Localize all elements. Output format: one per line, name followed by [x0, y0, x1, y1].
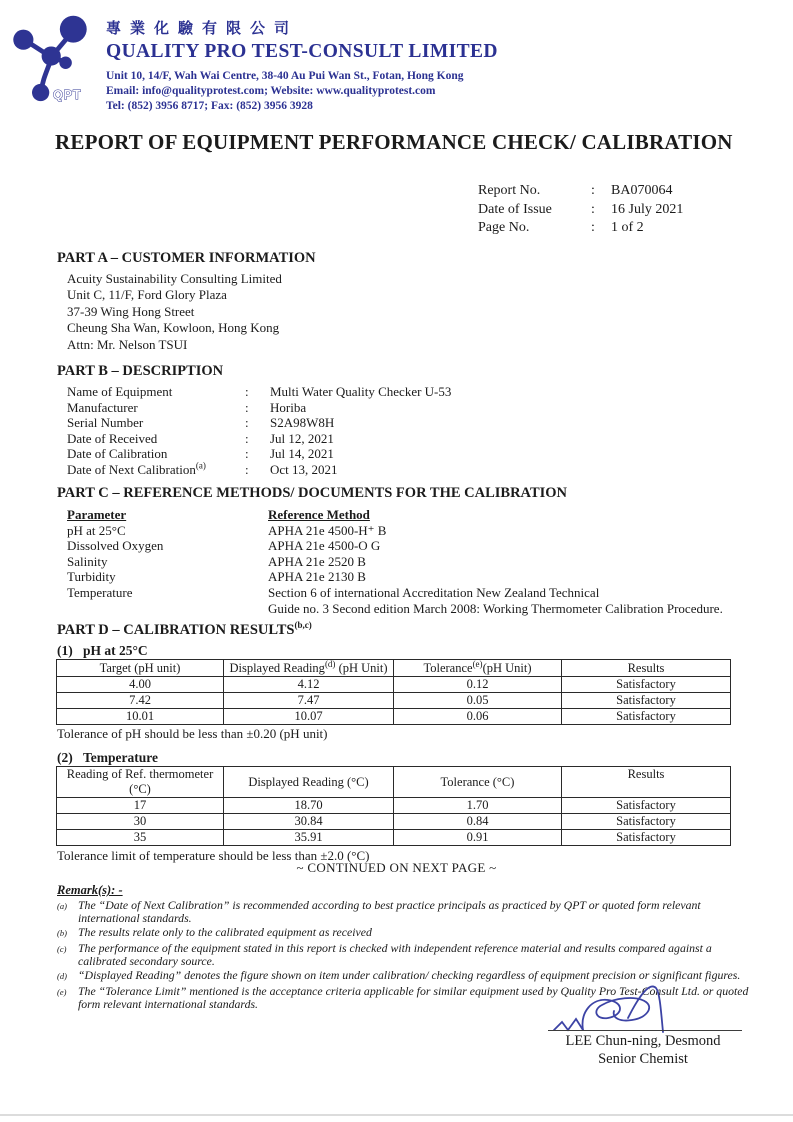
customer-attn: Attn: Mr. Nelson TSUI	[67, 336, 188, 352]
temp-result: Satisfactory	[562, 814, 731, 830]
section2-label: Temperature	[83, 750, 158, 765]
equipment-name-label: Name of Equipment	[67, 384, 173, 399]
table-row	[57, 814, 731, 830]
manufacturer-value: Horiba	[270, 399, 307, 415]
reference-method-row	[67, 569, 723, 585]
colon: :	[245, 461, 249, 477]
temp-displayed-value: 30.84	[224, 814, 394, 830]
temp-results-header: Results	[562, 767, 731, 798]
ref-thermometer-value: 35	[57, 830, 224, 846]
manufacturer-label: Manufacturer	[67, 399, 138, 415]
part-b-heading: PART B – DESCRIPTION	[57, 363, 224, 379]
ph-target-header	[57, 660, 224, 677]
ph-target-value: 7.42	[57, 693, 224, 709]
reference-method-row	[67, 538, 723, 554]
company-email-website: Email: info@qualityprotest.com; Website: www.qualityprotest.com	[106, 85, 436, 98]
colon: :	[245, 384, 249, 399]
remark-text: The “Date of Next Calibration” is recommended according to best practice principals as practiced by QPT or quoted form relevant international standards.	[78, 897, 701, 926]
remark-marker: (d)	[57, 971, 67, 982]
date-next-calibration-value: Oct 13, 2021	[270, 461, 338, 477]
reference-method-row	[67, 523, 723, 539]
table-row	[57, 693, 731, 709]
page-bottom-edge	[0, 1114, 793, 1116]
company-name-english: QUALITY PRO TEST-CONSULT LIMITED	[106, 41, 498, 62]
report-number-value: BA070064	[611, 183, 673, 198]
page-number-label: Page No.	[478, 220, 530, 235]
date-calibration-row	[67, 446, 451, 462]
footnote-marker-e: (e)	[472, 658, 483, 669]
header-text: (°C)	[129, 782, 151, 796]
ph-tolerance-value: 0.05	[394, 693, 562, 709]
customer-address-line2: 37-39 Wing Hong Street	[67, 303, 195, 319]
parameter-salinity: Salinity	[67, 553, 108, 569]
colon: :	[245, 446, 249, 462]
reference-method-row	[67, 585, 723, 601]
temp-displayed-value: 35.91	[224, 830, 394, 846]
part-a-section	[57, 250, 316, 353]
part-a-heading: PART A – CUSTOMER INFORMATION	[57, 250, 316, 266]
temperature-calibration-table	[56, 766, 731, 846]
ph-calibration-table	[56, 659, 731, 725]
serial-number-label: Serial Number	[67, 415, 144, 431]
header-text: Displayed Reading	[229, 660, 325, 675]
ph-displayed-value: 10.07	[224, 709, 394, 725]
table-row	[57, 798, 731, 814]
method-temperature-line1: Section 6 of international Accreditation New Zealand Technical	[268, 584, 600, 600]
header-text: Target (pH unit)	[99, 660, 181, 675]
page-number-row	[478, 219, 683, 238]
colon: :	[245, 399, 249, 415]
footnote-marker-a: (a)	[195, 460, 206, 471]
section1-subheading	[57, 643, 148, 659]
equipment-description	[67, 384, 451, 478]
footnote-marker-bc: (b,c)	[294, 620, 312, 631]
date-received-label: Date of Received	[67, 430, 158, 446]
remarks-heading: Remark(s): -	[57, 883, 123, 897]
table-row	[57, 677, 731, 693]
temp-tolerance-value: 0.84	[394, 814, 562, 830]
reference-methods-list	[67, 507, 723, 616]
header-text: Tolerance	[423, 660, 473, 675]
company-address: Unit 10, 14/F, Wah Wai Centre, 38-40 Au Pui Wan St., Fotan, Hong Kong	[106, 70, 464, 82]
part-c-section	[57, 485, 723, 616]
ph-tolerance-value: 0.06	[394, 709, 562, 725]
parameter-turbidity: Turbidity	[67, 569, 116, 585]
ph-result: Satisfactory	[562, 709, 731, 725]
method-do: APHA 21e 4500-O G	[268, 538, 381, 554]
customer-address-line1: Unit C, 11/F, Ford Glory Plaza	[67, 287, 227, 303]
date-of-issue-value: 16 July 2021	[611, 201, 684, 217]
customer-info	[67, 271, 316, 353]
reference-method-column-header: Reference Method	[268, 507, 370, 522]
header-text: (pH Unit)	[335, 660, 388, 675]
method-temperature-line2: Guide no. 3 Second edition March 2008: Working Thermometer Calibration Procedure.	[268, 600, 723, 616]
continued-on-next-page: ~ CONTINUED ON NEXT PAGE ~	[296, 860, 497, 875]
ref-thermometer-header	[57, 767, 224, 798]
temp-tolerance-value: 1.70	[394, 798, 562, 814]
table-row	[57, 709, 731, 725]
ph-result: Satisfactory	[562, 693, 731, 709]
parameter-column-header: Parameter	[67, 507, 127, 522]
remark-item	[57, 926, 757, 941]
remark-marker: (a)	[57, 900, 67, 911]
reference-methods-header-row	[67, 507, 723, 523]
ph-table-header-row	[57, 660, 731, 677]
reference-method-row	[67, 554, 723, 570]
ph-displayed-value: 7.47	[224, 693, 394, 709]
ref-thermometer-value: 30	[57, 814, 224, 830]
equipment-name-value: Multi Water Quality Checker U-53	[270, 384, 452, 399]
temp-tolerance-value: 0.91	[394, 830, 562, 846]
temp-result: Satisfactory	[562, 798, 731, 814]
qpt-molecule-logo	[8, 8, 104, 106]
equipment-name-row	[67, 384, 451, 400]
footnote-marker-d: (d)	[324, 658, 336, 669]
remark-item	[57, 899, 757, 926]
company-name-chinese: 專業化驗有限公司	[106, 21, 299, 37]
ph-target-value: 10.01	[57, 709, 224, 725]
report-number-label: Report No.	[478, 183, 541, 198]
header-text: Reading of Ref. thermometer	[66, 767, 214, 781]
ph-displayed-reading-header	[224, 660, 394, 677]
section1-number: (1)	[57, 643, 73, 658]
ph-results-header	[562, 660, 731, 677]
letterhead	[106, 17, 498, 115]
section1-label: pH at 25°C	[83, 643, 148, 658]
part-d-heading-text: PART D – CALIBRATION RESULTS	[57, 622, 295, 638]
ph-tolerance-header	[394, 660, 562, 677]
method-salinity: APHA 21e 2520 B	[268, 553, 366, 569]
parameter-do: Dissolved Oxygen	[67, 538, 164, 554]
ph-tolerance-note: Tolerance of pH should be less than ±0.20 (pH unit)	[57, 726, 328, 741]
document-title: REPORT OF EQUIPMENT PERFORMANCE CHECK/ CALIBRATION	[55, 130, 733, 154]
serial-number-value: S2A98W8H	[270, 415, 335, 431]
parameter-ph: pH at 25°C	[67, 522, 126, 538]
ph-tolerance-value: 0.12	[394, 677, 562, 693]
section2-subheading	[57, 750, 158, 766]
colon: :	[591, 201, 595, 217]
date-calibration-label: Date of Calibration	[67, 446, 168, 462]
remark-text: The performance of the equipment stated in this report is checked with independent reference material and results compared against a calibrated secondary source.	[78, 940, 712, 969]
ph-result: Satisfactory	[562, 677, 731, 693]
colon: :	[245, 415, 249, 431]
table-row	[57, 830, 731, 846]
remark-marker: (e)	[57, 986, 67, 997]
ph-target-value: 4.00	[57, 677, 224, 693]
temp-displayed-value: 18.70	[224, 798, 394, 814]
temp-displayed-reading-header: Displayed Reading (°C)	[224, 767, 394, 798]
date-of-issue-label: Date of Issue	[478, 201, 552, 217]
remark-marker: (c)	[57, 943, 67, 954]
serial-number-row	[67, 415, 451, 431]
section2-number: (2)	[57, 750, 73, 765]
customer-name: Acuity Sustainability Consulting Limited	[67, 271, 282, 286]
temperature-table-header-row	[57, 767, 731, 798]
header-text: (pH Unit)	[482, 660, 532, 675]
signatory-name: LEE Chun-ning, Desmond	[565, 1033, 721, 1049]
report-info	[478, 182, 683, 238]
signatory-title: Senior Chemist	[598, 1051, 688, 1067]
date-next-calibration-row	[67, 462, 451, 478]
date-next-calibration-label: Date of Next Calibration	[67, 461, 196, 477]
manufacturer-row	[67, 400, 451, 416]
temperature-tolerance-note: Tolerance limit of temperature should be less than ±2.0 (°C)	[57, 848, 370, 863]
parameter-temperature: Temperature	[67, 584, 133, 600]
part-c-heading: PART C – REFERENCE METHODS/ DOCUMENTS FOR THE CALIBRATION	[57, 485, 568, 501]
ph-displayed-value: 4.12	[224, 677, 394, 693]
remark-marker: (b)	[57, 928, 67, 939]
customer-address-line3: Cheung Sha Wan, Kowloon, Hong Kong	[67, 320, 280, 336]
date-received-row	[67, 431, 451, 447]
part-b-section	[57, 363, 451, 478]
method-turbidity: APHA 21e 2130 B	[268, 569, 366, 585]
date-received-value: Jul 12, 2021	[270, 430, 334, 446]
logo-qpt-text: QPT	[53, 88, 82, 103]
date-calibration-value: Jul 14, 2021	[270, 446, 334, 462]
method-ph: APHA 21e 4500-H⁺ B	[268, 522, 387, 538]
remark-text: “Displayed Reading” denotes the figure shown on item under calibration/ checking regardless of equipment precision or significant figures.	[78, 968, 741, 983]
remark-text: The “Tolerance Limit” mentioned is the acceptance criteria applicable for similar equipment used by Quality Pro Test-Consult Ltd. or quoted form relevant international standards.	[78, 983, 749, 1012]
company-tel-fax: Tel: (852) 3956 8717; Fax: (852) 3956 3928	[106, 100, 313, 113]
remark-item	[57, 942, 757, 969]
temp-tolerance-header: Tolerance (°C)	[394, 767, 562, 798]
page-number-value: 1 of 2	[611, 220, 644, 235]
date-of-issue-row	[478, 201, 683, 220]
header-text: Results	[627, 660, 665, 675]
report-number-row	[478, 182, 683, 201]
company-address-block	[106, 69, 498, 115]
colon: :	[591, 183, 595, 198]
signature-line	[548, 1030, 742, 1031]
colon: :	[591, 220, 595, 235]
remark-text: The results relate only to the calibrated equipment as received	[78, 925, 372, 940]
ref-thermometer-value: 17	[57, 798, 224, 814]
part-d-heading	[57, 622, 312, 639]
temp-result: Satisfactory	[562, 830, 731, 846]
colon: :	[245, 430, 249, 446]
